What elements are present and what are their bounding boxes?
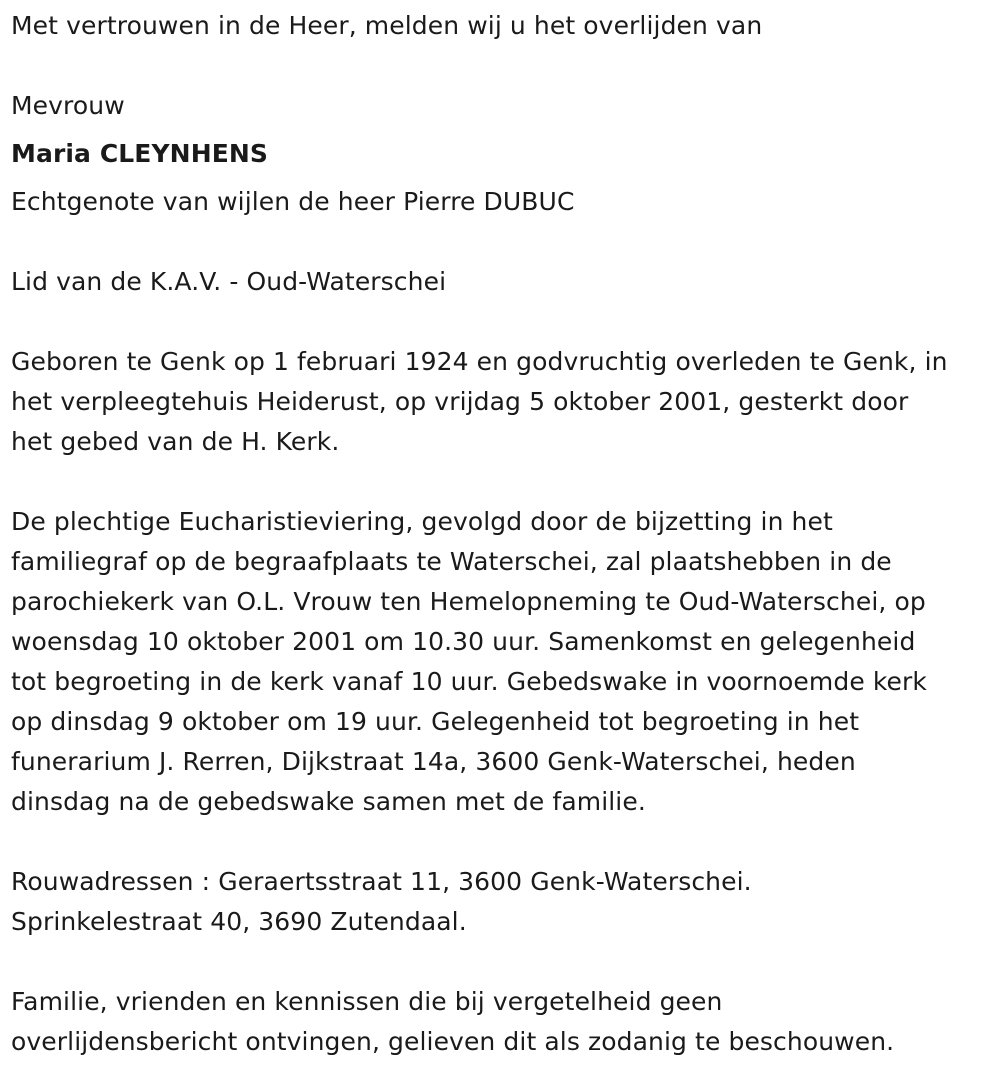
- paragraph-line: Geboren te Genk op 1 februari 1924 en godvruchtig overleden te Genk, in: [11, 347, 948, 376]
- paragraph-line: woensdag 10 oktober 2001 om 10.30 uur. Samenkomst en gelegenheid: [11, 627, 916, 656]
- spacer: [11, 174, 996, 182]
- paragraph-line: het verpleegtehuis Heiderust, op vrijdag 5 oktober 2001, gesterkt door: [11, 387, 909, 416]
- address-line: Rouwadressen : Geraertsstraat 11, 3600 Genk-Waterschei.: [11, 867, 752, 896]
- spacer: [11, 302, 996, 342]
- closing-paragraph: [11, 982, 996, 1062]
- spacer: [11, 942, 996, 982]
- paragraph-line: het gebed van de H. Kerk.: [11, 427, 340, 456]
- paragraph-line: parochiekerk van O.L. Vrouw ten Hemelopneming te Oud-Waterschei, op: [11, 587, 926, 616]
- spouse-line: Echtgenote van wijlen de heer Pierre DUBUC: [11, 187, 575, 216]
- paragraph-line: op dinsdag 9 oktober om 19 uur. Gelegenheid tot begroeting in het: [11, 707, 860, 736]
- intro-line: Met vertrouwen in de Heer, melden wij u het overlijden van: [11, 11, 763, 40]
- paragraph-line: De plechtige Eucharistieviering, gevolgd door de bijzetting in het: [11, 507, 833, 536]
- birth-death-paragraph: [11, 342, 996, 462]
- address-line: Sprinkelestraat 40, 3690 Zutendaal.: [11, 907, 467, 936]
- spacer: [11, 462, 996, 502]
- paragraph-line: overlijdensbericht ontvingen, gelieven dit als zodanig te beschouwen.: [11, 1027, 895, 1056]
- ceremony-paragraph: [11, 502, 996, 822]
- paragraph-line: tot begroeting in de kerk vanaf 10 uur. Gebedswake in voornoemde kerk: [11, 667, 927, 696]
- addresses-paragraph: [11, 862, 996, 942]
- spacer: [11, 222, 996, 262]
- membership-line: Lid van de K.A.V. - Oud-Waterschei: [11, 267, 447, 296]
- paragraph-line: Familie, vrienden en kennissen die bij vergetelheid geen: [11, 987, 723, 1016]
- obituary-notice: [11, 6, 996, 1062]
- paragraph-line: dinsdag na de gebedswake samen met de familie.: [11, 787, 646, 816]
- deceased-name: Maria CLEYNHENS: [11, 139, 269, 168]
- spacer: [11, 822, 996, 862]
- spacer: [11, 126, 996, 134]
- paragraph-line: funerarium J. Rerren, Dijkstraat 14a, 3600 Genk-Waterschei, heden: [11, 747, 856, 776]
- honorific: Mevrouw: [11, 91, 125, 120]
- paragraph-line: familiegraf op de begraafplaats te Waterschei, zal plaatshebben in de: [11, 547, 892, 576]
- spacer: [11, 46, 996, 86]
